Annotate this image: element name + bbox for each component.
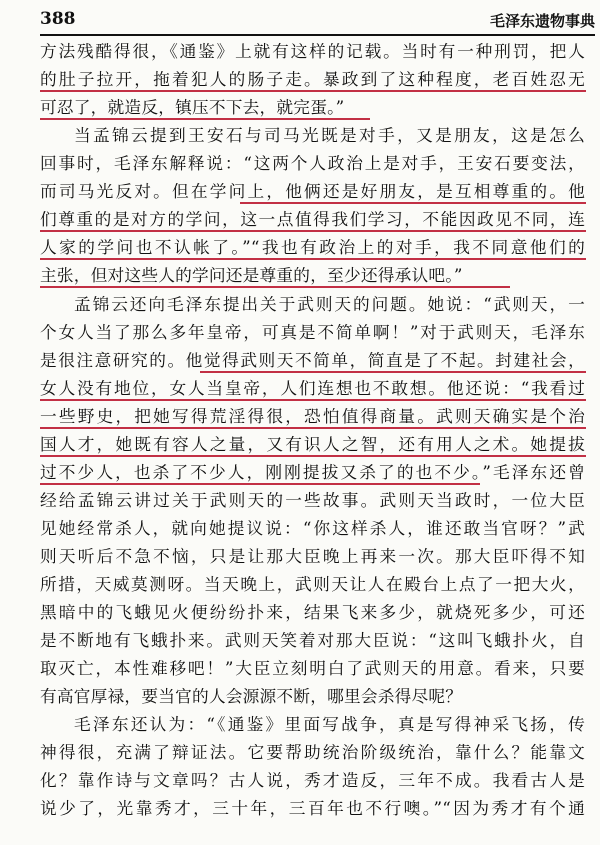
text-line: 神得很，充满了辩证法。它要帮助统治阶级统治，靠什么？能靠文 xyxy=(40,742,585,762)
text-line: 过不少人，也杀了不少人，刚刚提拔又杀了的也不少。”毛泽东还曾 xyxy=(40,462,585,482)
text-line: 化？靠作诗与文章吗？古人说，秀才造反，三年不成。我看古人是 xyxy=(40,770,585,790)
red-underline xyxy=(40,230,586,232)
text-line: 说少了，光靠秀才，三十年，三百年也不行噢。”“因为秀才有个通 xyxy=(40,798,585,818)
text-line: 方法残酷得很，《通鉴》上就有这样的记载。当时有一种刑罚，把人 xyxy=(40,41,585,61)
text-line: 是不断地有飞蛾扑来。武则天笑着对那大臣说：“这叫飞蛾扑火，自 xyxy=(40,630,585,650)
red-underline xyxy=(40,118,370,120)
text-line: 人家的学问也不认帐了。”“我也有政治上的对手，我不同意他们的 xyxy=(40,237,585,257)
text-line: 所措，天威莫测呀。当天晚上，武则天让人在殿台上点了一把大火， xyxy=(40,574,585,594)
text-line: 可忍了，就造反，镇压不下去，就完蛋。” xyxy=(40,97,345,117)
paragraph-start-line: 孟锦云还向毛泽东提出关于武则天的问题。她说：“武则天，一 xyxy=(74,294,585,314)
paragraph-start-line: 毛泽东还认为：“《通鉴》里面写战争，真是写得神采飞扬，传 xyxy=(74,714,585,734)
text-line: 国人才，她既有容人之量，又有识人之智，还有用人之术。她提拔 xyxy=(40,434,585,454)
text-line: 是很注意研究的。他觉得武则天不简单，简直是了不起。封建社会， xyxy=(40,350,585,370)
text-line: 主张，但对这些人的学问还是尊重的，至少还得承认吧。” xyxy=(40,265,463,285)
text-line: 而司马光反对。但在学问上，他俩还是好朋友，是互相尊重的。他 xyxy=(40,181,585,201)
red-underline xyxy=(40,258,586,260)
red-underline xyxy=(40,399,586,401)
text-line: 女人没有地位，女人当皇帝，人们连想也不敢想。他还说：“我看过 xyxy=(40,378,585,398)
text-line: 回事时，毛泽东解释说：“这两个人政治上是对手，王安石要变法， xyxy=(40,153,585,173)
page-number: 388 xyxy=(40,9,76,29)
text-line: 则天听后不急不恼，只是让那大臣晚上再来一次。那大臣吓得不知 xyxy=(40,546,585,566)
text-line: 黑暗中的飞蛾见火便纷纷扑来，结果飞来多少，就烧死多少，可还 xyxy=(40,602,585,622)
text-line: 们尊重的是对方的学问，这一点值得我们学习，不能因政见不同，连 xyxy=(40,209,585,229)
book-title: 毛泽东遗物事典 xyxy=(489,12,595,30)
text-line: 个女人当了那么多年皇帝，可真是不简单啊！”对于武则天，毛泽东 xyxy=(40,322,585,342)
text-line: 经给孟锦云讲过关于武则天的一些故事。武则天当政时，一位大臣 xyxy=(40,490,585,510)
text-line: 的肚子拉开，拖着犯人的肠子走。暴政到了这种程度，老百姓忍无 xyxy=(40,69,585,89)
red-underline xyxy=(40,90,586,92)
red-underline xyxy=(40,483,480,485)
text-line: 见她经常杀人，就向她提议说：“你这样杀人，谁还敢当官呀？”武 xyxy=(40,518,585,538)
text-line: 取灭亡，本性难移吧！”大臣立刻明白了武则天的用意。看来，只要 xyxy=(40,658,585,678)
red-underline xyxy=(40,427,586,429)
paragraph-start-line: 当孟锦云提到王安石与司马光既是对手，又是朋友，这是怎么 xyxy=(74,125,585,145)
red-underline xyxy=(40,455,586,457)
red-underline xyxy=(240,202,586,204)
text-line: 有高官厚禄，要当官的人会源源不断，哪里会杀得尽呢？ xyxy=(40,686,463,706)
page-header xyxy=(40,8,595,36)
red-underline xyxy=(200,371,586,373)
text-line: 一些野史，把她写得荒淫得很，恐怕值得商量。武则天确实是个治 xyxy=(40,406,585,426)
red-underline xyxy=(40,286,510,288)
